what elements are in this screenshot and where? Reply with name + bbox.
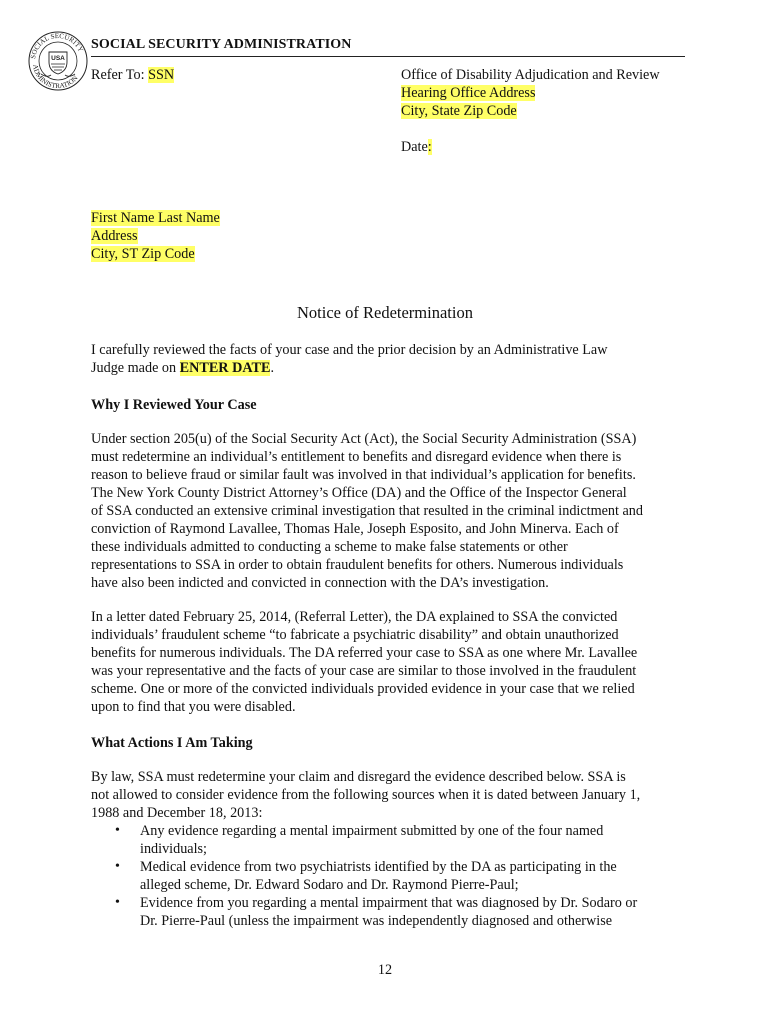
- paragraph-line: Under section 205(u) of the Social Security Act (Act), the Social Security Administration (SSA): [91, 431, 637, 447]
- date-line: [401, 138, 432, 156]
- list-item: • Medical evidence from two psychiatrists identified by the DA as participating in the alleged scheme, Dr. Edward Sodaro and Dr. Raymond Pierre-Paul;: [91, 858, 691, 894]
- recipient-name: First Name Last Name: [91, 210, 220, 226]
- paragraph-line: By law, SSA must redetermine your claim and disregard the evidence described below. SSA is: [91, 769, 626, 785]
- header-rule: [91, 56, 685, 57]
- enter-date-field: ENTER DATE: [179, 360, 271, 376]
- paragraph-line: reason to believe fraud or similar fault was involved in that individual’s application for benefits.: [91, 467, 636, 483]
- paragraph-line: these individuals admitted to conducting a scheme to make false statements or other: [91, 539, 568, 555]
- paragraph-line: individuals’ fraudulent scheme “to fabricate a psychiatric disability” and obtain unauthorized: [91, 627, 619, 643]
- notice-title: Notice of Redetermination: [297, 303, 473, 322]
- office-city: City, State Zip Code: [401, 103, 517, 119]
- paragraph-line: have also been indicted and convicted in connection with the DA’s investigation.: [91, 575, 549, 591]
- office-name: Office of Disability Adjudication and Review: [401, 67, 660, 83]
- section1-paragraph-1: [91, 430, 691, 592]
- office-address: Hearing Office Address: [401, 85, 536, 101]
- section-heading-why: Why I Reviewed Your Case: [91, 397, 257, 413]
- list-item: • Any evidence regarding a mental impairment submitted by one of the four named individuals;: [91, 822, 691, 858]
- paragraph-line: representations to SSA in order to obtain fraudulent benefits for others. Numerous individuals: [91, 557, 624, 573]
- intro-line-2-pre: Judge made on: [91, 360, 180, 376]
- svg-text:ADMINISTRATION: ADMINISTRATION: [30, 63, 80, 91]
- date-value: :: [427, 139, 432, 155]
- section1-paragraph-2: [91, 608, 691, 716]
- paragraph-line: benefits for numerous individuals. The DA referred your case to SSA as one where Mr. Lavallee: [91, 645, 638, 661]
- paragraph-line: must redetermine an individual’s entitlement to benefits and disregard evidence when there is: [91, 449, 622, 465]
- page-number: 12: [377, 962, 393, 978]
- office-block: [401, 66, 660, 120]
- svg-text:USA: USA: [51, 55, 65, 62]
- paragraph-line: upon to find that you were disabled.: [91, 699, 296, 715]
- intro-line-1: I carefully reviewed the facts of your case and the prior decision by an Administrative Law: [91, 342, 608, 358]
- paragraph-line: conviction of Raymond Lavallee, Thomas Hale, Joseph Esposito, and John Minerva. Each of: [91, 521, 619, 537]
- refer-to-line: [91, 66, 174, 84]
- agency-name: SOCIAL SECURITY ADMINISTRATION: [91, 37, 352, 52]
- list-item: • Evidence from you regarding a mental impairment that was diagnosed by Dr. Sodaro or Dr. Pierre-Paul (unless the impairment was independently diagnosed and otherwise: [91, 894, 691, 930]
- paragraph-line: In a letter dated February 25, 2014, (Referral Letter), the DA explained to SSA the convicted: [91, 609, 618, 625]
- paragraph-line: not allowed to consider evidence from the following sources when it is dated between January 1,: [91, 787, 641, 803]
- refer-to-label: Refer To:: [91, 67, 149, 83]
- paragraph-line: 1988 and December 18, 2013:: [91, 805, 263, 821]
- paragraph-line: scheme. One or more of the convicted individuals provided evidence in your case that we relied: [91, 681, 635, 697]
- recipient-address: Address: [91, 228, 138, 244]
- ssa-seal-logo: [27, 30, 89, 92]
- section2-paragraph: [91, 768, 691, 930]
- date-label: Date: [401, 139, 428, 155]
- paragraph-line: of SSA conducted an extensive criminal investigation that resulted in the criminal indictment and: [91, 503, 643, 519]
- paragraph-line: The New York County District Attorney’s Office (DA) and the Office of the Inspector General: [91, 485, 627, 501]
- refer-to-ssn: SSN: [148, 67, 175, 83]
- excluded-evidence-list: [91, 822, 691, 930]
- paragraph-line: was your representative and the facts of your case are similar to those involved in the fraudulent: [91, 663, 637, 679]
- section-heading-actions: What Actions I Am Taking: [91, 735, 253, 751]
- svg-text:SOCIAL SECURITY: SOCIAL SECURITY: [29, 31, 85, 60]
- recipient-city: City, ST Zip Code: [91, 246, 195, 262]
- recipient-block: [91, 209, 220, 263]
- intro-paragraph: I carefully reviewed the facts of your case and the prior decision by an Administrative Law Judge made on ENTER DATE.: [91, 341, 691, 377]
